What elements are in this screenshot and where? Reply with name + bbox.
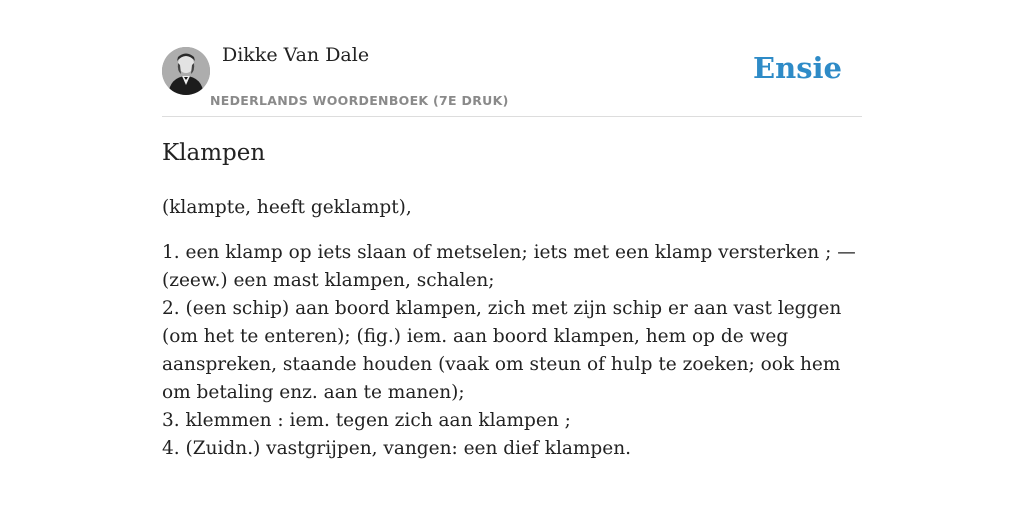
definition-item: 1. een klamp op iets slaan of metselen; iets met een klamp versterken ; — (zeew.) een mast klampen, schalen; (162, 242, 856, 291)
entry-header (162, 0, 862, 117)
definition-item: 2. (een schip) aan boord klampen, zich met zijn schip er aan vast leggen (om het te enteren); (fig.) iem. aan boord klampen, hem op de weg aanspreken, staande houden (vaak om steun of hulp te zoeken; ook hem om betaling enz. aan te manen); (162, 298, 842, 403)
entry-card (162, 0, 862, 512)
source-label[interactable]: NEDERLANDS WOORDENBOEK (7E DRUK) (210, 93, 509, 108)
portrait-avatar-icon[interactable] (162, 47, 210, 95)
author-name[interactable]: Dikke Van Dale (222, 44, 370, 66)
definition-item: 4. (Zuidn.) vastgrijpen, vangen: een dief klampen. (162, 438, 632, 459)
ensie-logo[interactable]: Ensie (753, 51, 842, 85)
definition-item: 3. klemmen : iem. tegen zich aan klampen ; (162, 410, 571, 431)
grammar-forms: (klampte, heeft geklampt), (162, 197, 412, 218)
entry-title: Klampen (162, 140, 266, 166)
definition-list (162, 239, 862, 463)
